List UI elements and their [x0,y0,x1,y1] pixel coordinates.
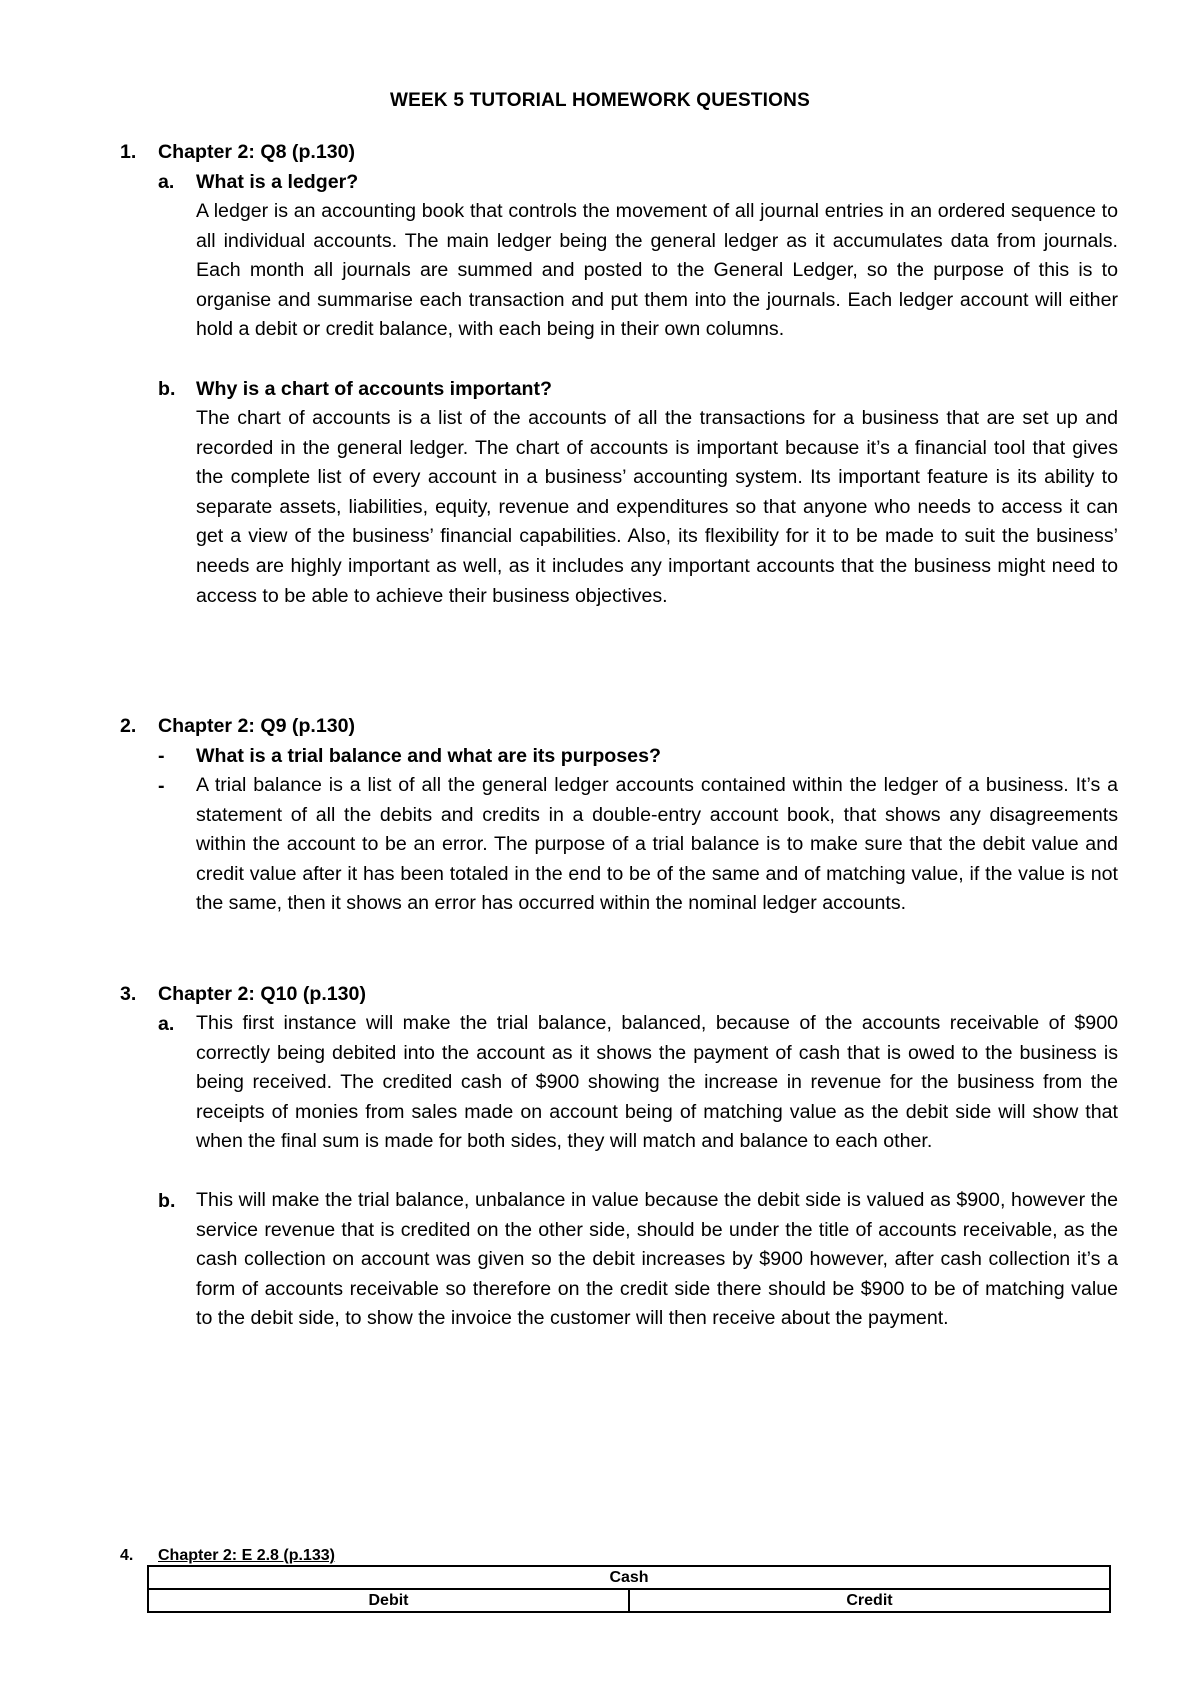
question-1 [120,137,1120,611]
question-2-prompt [158,741,1120,771]
table-title-cell: Cash [148,1566,1110,1589]
answer-paragraph: A trial balance is a list of all the general ledger accounts contained within the ledger of a business. It’s a statement of all the debits and credits in a double-entry account book, that shows any disagreements within the account to be an error. The purpose of a trial balance is to make sure that the debit value and credit value after it has been totaled in the end to be of the same and of matching value, if the value is not the same, then it shows an error has occurred within the nominal ledger accounts. [196,774,1118,915]
question-2-heading [120,711,1120,741]
question-number: 1. [120,141,137,163]
sub-question: Why is a chart of accounts important? [196,377,552,400]
question-2 [120,711,1120,919]
question-3-heading [120,979,1120,1009]
item-marker: b. [158,1189,176,1212]
question-1b [158,374,1120,611]
item-marker: a. [158,171,175,193]
question-number: 3. [120,983,137,1005]
answer-paragraph: This first instance will make the trial balance, balanced, because of the accounts receivable of $900 correctly being debited into the account as it shows the payment of cash that is owed to the business is being received. The credited cash of $900 showing the increase in revenue for the business from the receipts of monies from sales made on account being of matching value as the debit side will show that when the final sum is made for both sides, they will match and balance to each other. [196,1012,1118,1153]
question-3 [120,979,1120,1334]
bullet-marker: - [158,745,165,767]
sub-question: What is a trial balance and what are its purposes? [196,745,661,767]
debit-header-cell: Debit [148,1589,629,1612]
question-number: 2. [120,715,137,737]
question-title: Chapter 2: Q9 (p.130) [158,715,356,737]
question-1a [158,167,1120,345]
bullet-marker: - [158,775,165,797]
question-3b [158,1186,1120,1334]
item-marker: b. [158,377,176,400]
item-marker: a. [158,1013,175,1035]
question-2-answer [158,771,1120,919]
question-4-heading [120,1547,335,1565]
credit-header-cell: Credit [629,1589,1110,1612]
question-title: Chapter 2: Q10 (p.130) [158,983,366,1005]
page-title: WEEK 5 TUTORIAL HOMEWORK QUESTIONS [390,90,810,111]
answer-paragraph: A ledger is an accounting book that controls the movement of all journal entries in an ordered sequence to all individual accounts. The main ledger being the general ledger as it accumulates data from journals. Each month all journals are summed and posted to the General Ledger, so the purpose of this is to organise and summarise each transaction and put them into the journals. Each ledger account will either hold a debit or credit balance, with each being in their own columns. [196,200,1118,341]
question-1-heading [120,137,1120,167]
question-title: Chapter 2: Q8 (p.130) [158,141,356,163]
question-3a [158,1009,1120,1157]
answer-paragraph: This will make the trial balance, unbalance in value because the debit side is valued as $900, however the service revenue that is credited on the other side, should be under the title of accounts receivable, as the cash collection on account was given so the debit increases by $900 however, after cash collection it’s a form of accounts receivable so therefore on the credit side there should be $900 to be of matching value to the debit side, to show the invoice the customer will then receive about the payment. [196,1188,1118,1330]
sub-question: What is a ledger? [196,171,359,193]
cash-t-account-table [147,1565,1111,1613]
question-title: Chapter 2: E 2.8 (p.133) [158,1547,335,1564]
answer-paragraph: The chart of accounts is a list of the accounts of all the transactions for a business that are set up and recorded in the general ledger. The chart of accounts is important because it’s a financial tool that gives the complete list of every account in a business’ accounting system. Its important feature is its ability to separate assets, liabilities, equity, revenue and expenditures so that anyone who needs to access it can get a view of the business’ financial capabilities. Also, its flexibility for it to be made to suit the business’ needs are highly important as well, as it includes any important accounts that the business might need to access to be able to achieve their business objectives. [196,406,1118,607]
question-number: 4. [120,1547,134,1564]
